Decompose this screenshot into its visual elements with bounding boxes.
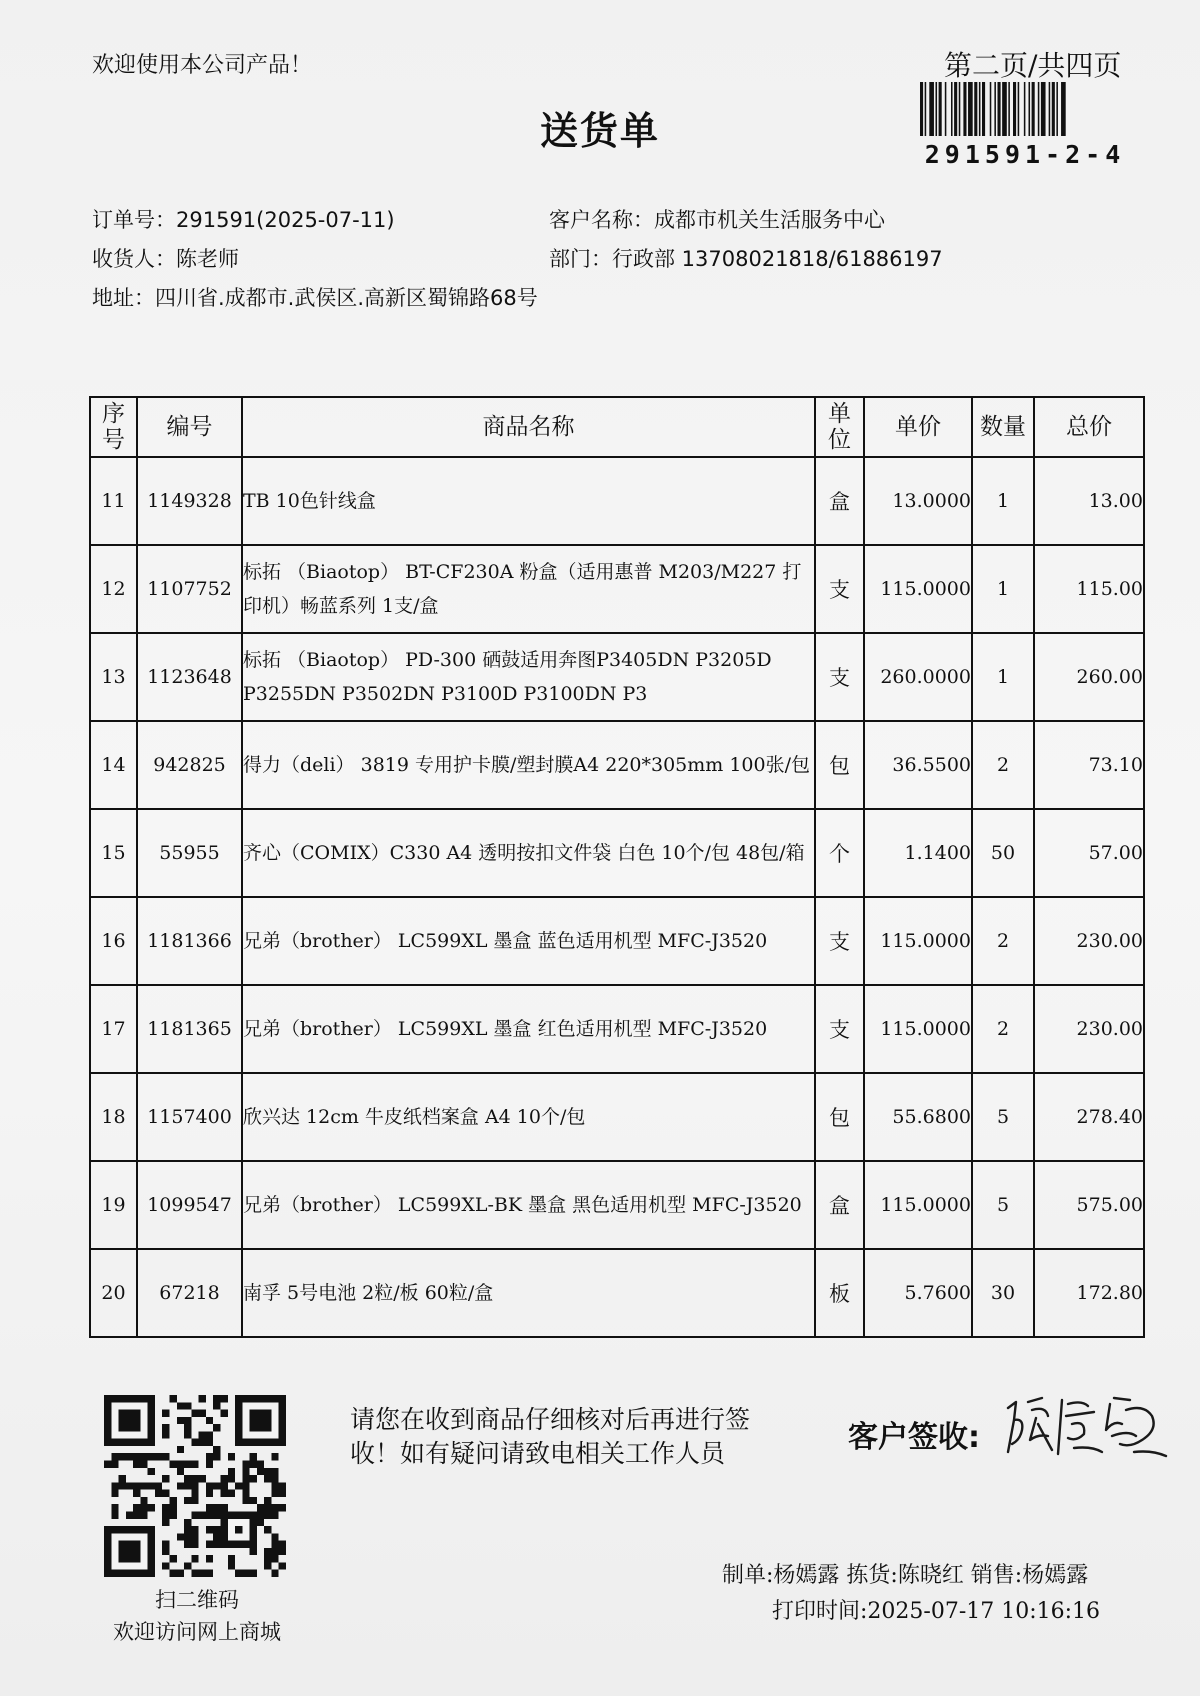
order-no-value: 291591(2025-07-11) <box>176 208 395 232</box>
row-total: 172.80 <box>1034 1249 1144 1337</box>
row-seq: 17 <box>90 985 137 1073</box>
row-unit: 包 <box>815 721 864 809</box>
header-name: 商品名称 <box>242 397 815 457</box>
table-row <box>90 897 1144 985</box>
row-qty: 1 <box>972 545 1034 633</box>
row-qty: 5 <box>972 1161 1034 1249</box>
row-unit: 盒 <box>815 457 864 545</box>
staff-line: 制单:杨嫣露 拣货:陈晓红 销售:杨嫣露 <box>722 1563 1089 1588</box>
table-row <box>90 457 1144 545</box>
row-qty: 2 <box>972 897 1034 985</box>
row-unit: 盒 <box>815 1161 864 1249</box>
table-row <box>90 721 1144 809</box>
row-qty: 50 <box>972 809 1034 897</box>
table-header-row <box>90 397 1144 457</box>
row-seq: 13 <box>90 633 137 721</box>
qr-caption-mall: 欢迎访问网上商城 <box>113 1620 281 1644</box>
row-name: 兄弟（brother） LC599XL-BK 墨盒 黑色适用机型 MFC-J3520 <box>242 1161 815 1249</box>
customer-name <box>549 204 885 234</box>
order-no <box>92 204 395 234</box>
qr-code-icon <box>104 1395 286 1577</box>
row-name: 南孚 5号电池 2粒/板 60粒/盒 <box>242 1249 815 1337</box>
row-unit: 包 <box>815 1073 864 1161</box>
row-seq: 12 <box>90 545 137 633</box>
row-name: 兄弟（brother） LC599XL 墨盒 蓝色适用机型 MFC-J3520 <box>242 897 815 985</box>
row-name: TB 10色针线盒 <box>242 457 815 545</box>
row-qty: 1 <box>972 457 1034 545</box>
row-total: 13.00 <box>1034 457 1144 545</box>
row-total: 278.40 <box>1034 1073 1144 1161</box>
row-code: 1123648 <box>137 633 242 721</box>
row-unit: 支 <box>815 545 864 633</box>
header-qty: 数量 <box>972 397 1034 457</box>
page-indicator: 第二页/共四页 <box>944 49 1122 82</box>
row-seq: 19 <box>90 1161 137 1249</box>
row-total: 230.00 <box>1034 985 1144 1073</box>
row-code: 55955 <box>137 809 242 897</box>
welcome-text: 欢迎使用本公司产品！ <box>92 53 313 78</box>
row-seq: 14 <box>90 721 137 809</box>
row-qty: 5 <box>972 1073 1034 1161</box>
row-total: 115.00 <box>1034 545 1144 633</box>
row-name: 兄弟（brother） LC599XL 墨盒 红色适用机型 MFC-J3520 <box>242 985 815 1073</box>
table-row <box>90 633 1144 721</box>
row-name: 得力（deli） 3819 专用护卡膜/塑封膜A4 220*305mm 100张/包 <box>242 721 815 809</box>
row-code: 1181366 <box>137 897 242 985</box>
row-name: 欣兴达 12cm 牛皮纸档案盒 A4 10个/包 <box>242 1073 815 1161</box>
header-total: 总价 <box>1034 397 1144 457</box>
row-qty: 2 <box>972 721 1034 809</box>
header-price: 单价 <box>864 397 972 457</box>
row-name: 标拓 （Biaotop） PD-300 硒鼓适用奔图P3405DN P3205D P3255DN P3502DN P3100D P3100DN P3 <box>242 633 815 721</box>
address <box>92 282 538 312</box>
row-code: 1181365 <box>137 985 242 1073</box>
table-row <box>90 1161 1144 1249</box>
row-total: 575.00 <box>1034 1161 1144 1249</box>
table-row <box>90 545 1144 633</box>
department <box>549 243 943 273</box>
row-qty: 2 <box>972 985 1034 1073</box>
order-no-label: 订单号： <box>92 208 176 232</box>
header-code: 编号 <box>137 397 242 457</box>
row-price: 1.1400 <box>864 809 972 897</box>
customer-sign-label: 客户签收: <box>848 1420 980 1455</box>
row-unit: 个 <box>815 809 864 897</box>
receiver-value: 陈老师 <box>176 247 239 271</box>
row-unit: 支 <box>815 897 864 985</box>
row-unit: 支 <box>815 633 864 721</box>
row-price: 55.6800 <box>864 1073 972 1161</box>
receiver-label: 收货人： <box>92 247 176 271</box>
row-price: 115.0000 <box>864 1161 972 1249</box>
page-title: 送货单 <box>539 109 660 153</box>
print-time: 打印时间:2025-07-17 10:16:16 <box>772 1599 1101 1624</box>
dept-value: 行政部 13708021818/61886197 <box>612 247 943 271</box>
row-price: 13.0000 <box>864 457 972 545</box>
row-seq: 11 <box>90 457 137 545</box>
row-price: 115.0000 <box>864 545 972 633</box>
barcode-icon <box>918 82 1132 136</box>
row-code: 1157400 <box>137 1073 242 1161</box>
row-name: 标拓 （Biaotop） BT-CF230A 粉盒（适用惠普 M203/M227 打印机）畅蓝系列 1支/盒 <box>242 545 815 633</box>
row-price: 36.5500 <box>864 721 972 809</box>
barcode-number: 291591-2-4 <box>924 140 1126 169</box>
address-value: 四川省.成都市.武侯区.高新区蜀锦路68号 <box>155 286 538 310</box>
header-unit: 单 位 <box>815 397 864 457</box>
customer-label: 客户名称： <box>549 208 654 232</box>
row-total: 57.00 <box>1034 809 1144 897</box>
row-price: 260.0000 <box>864 633 972 721</box>
row-total: 260.00 <box>1034 633 1144 721</box>
row-qty: 30 <box>972 1249 1034 1337</box>
row-unit: 板 <box>815 1249 864 1337</box>
customer-value: 成都市机关生活服务中心 <box>654 208 885 232</box>
row-code: 1107752 <box>137 545 242 633</box>
table-row <box>90 1073 1144 1161</box>
row-seq: 15 <box>90 809 137 897</box>
row-qty: 1 <box>972 633 1034 721</box>
row-seq: 20 <box>90 1249 137 1337</box>
row-code: 1099547 <box>137 1161 242 1249</box>
header-seq: 序 号 <box>90 397 137 457</box>
row-unit: 支 <box>815 985 864 1073</box>
address-label: 地址： <box>92 286 155 310</box>
row-code: 67218 <box>137 1249 242 1337</box>
qr-caption: 扫二维码 <box>155 1588 239 1612</box>
signature-image <box>1002 1390 1170 1466</box>
row-total: 230.00 <box>1034 897 1144 985</box>
dept-label: 部门： <box>549 247 612 271</box>
table-row <box>90 809 1144 897</box>
row-total: 73.10 <box>1034 721 1144 809</box>
row-code: 942825 <box>137 721 242 809</box>
table-row <box>90 985 1144 1073</box>
items-table <box>89 396 1145 1338</box>
row-price: 115.0000 <box>864 897 972 985</box>
row-seq: 16 <box>90 897 137 985</box>
receiver <box>92 243 239 273</box>
row-seq: 18 <box>90 1073 137 1161</box>
check-notice: 请您在收到商品仔细核对后再进行签收！如有疑问请致电相关工作人员 <box>350 1405 751 1468</box>
table-row <box>90 1249 1144 1337</box>
row-price: 115.0000 <box>864 985 972 1073</box>
row-code: 1149328 <box>137 457 242 545</box>
row-price: 5.7600 <box>864 1249 972 1337</box>
row-name: 齐心（COMIX）C330 A4 透明按扣文件袋 白色 10个/包 48包/箱 <box>242 809 815 897</box>
